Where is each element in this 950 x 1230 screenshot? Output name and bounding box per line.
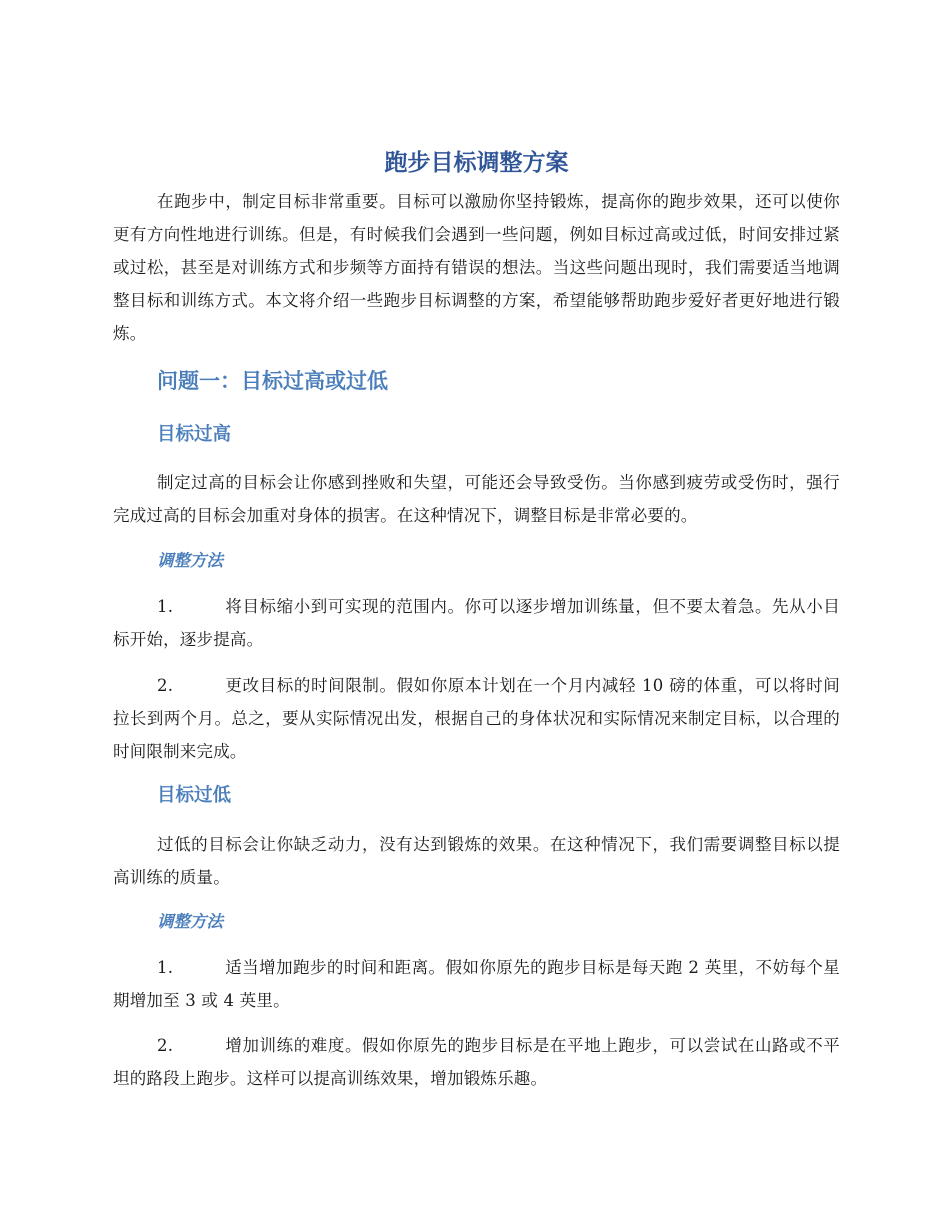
section-heading-problem-one: 问题一：目标过高或过低 xyxy=(157,369,388,393)
method-heading-too-low: 调整方法 xyxy=(157,912,223,931)
list-text: 更改目标的时间限制。假如你原本计划在一个月内减轻 10 磅的体重，可以将时间拉长到两个月。总之，要从实际情况出发，根据自己的身体状况和实际情况来制定目标，以合理的时间限制来完成。 xyxy=(113,676,840,761)
list-item xyxy=(113,590,840,656)
list-item xyxy=(113,669,840,768)
too-high-paragraph: 制定过高的目标会让你感到挫败和失望，可能还会导致受伤。当你感到疲劳或受伤时，强行完成过高的目标会加重对身体的损害。在这种情况下，调整目标是非常必要的。 xyxy=(113,473,840,525)
list-item xyxy=(113,951,840,1017)
intro-paragraph: 在跑步中，制定目标非常重要。目标可以激励你坚持锻炼，提高你的跑步效果，还可以使你更有方向性地进行训练。但是，有时候我们会遇到一些问题，例如目标过高或过低，时间安排过紧或过松，甚至是对训练方式和步频等方面持有错误的想法。当这些问题出现时，我们需要适当地调整目标和训练方式。本文将介绍一些跑步目标调整的方案，希望能够帮助跑步爱好者更好地进行锻炼。 xyxy=(113,192,840,343)
list-item xyxy=(113,1029,840,1095)
list-text: 将目标缩小到可实现的范围内。你可以逐步增加训练量，但不要太着急。先从小目标开始，逐步提高。 xyxy=(113,597,840,649)
list-text: 适当增加跑步的时间和距离。假如你原先的跑步目标是每天跑 2 英里，不妨每个星期增加至 3 或 4 英里。 xyxy=(113,958,840,1010)
list-number: 2. xyxy=(157,1036,174,1055)
too-low-paragraph: 过低的目标会让你缺乏动力，没有达到锻炼的效果。在这种情况下，我们需要调整目标以提高训练的质量。 xyxy=(113,835,840,887)
document-title: 跑步目标调整方案 xyxy=(384,150,569,176)
subheading-too-high: 目标过高 xyxy=(157,424,232,445)
subheading-too-low: 目标过低 xyxy=(157,785,232,806)
list-number: 2. xyxy=(157,676,174,695)
list-number: 1. xyxy=(157,958,174,977)
list-text: 增加训练的难度。假如你原先的跑步目标是在平地上跑步，可以尝试在山路或不平坦的路段上跑步。这样可以提高训练效果，增加锻炼乐趣。 xyxy=(113,1036,840,1088)
method-heading-too-high: 调整方法 xyxy=(157,551,223,570)
list-number: 1. xyxy=(157,597,174,616)
